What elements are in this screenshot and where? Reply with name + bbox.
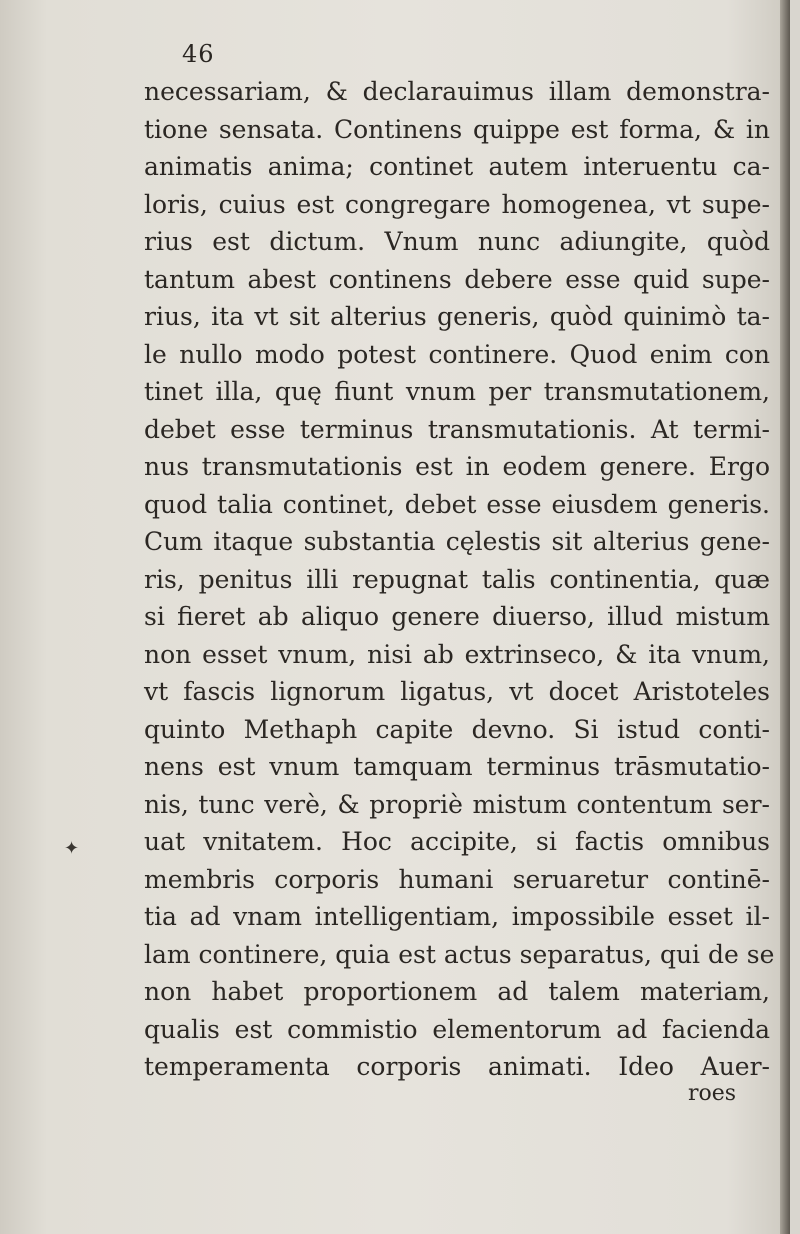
text-line: tantum abest continens debere esse quid supe-	[144, 264, 770, 294]
text-line: debet esse terminus transmutationis. At termi-	[144, 414, 770, 444]
text-line: ris, penitus illi repugnat talis continentia, quæ	[144, 564, 770, 594]
text-line: quinto Methaph capite devno. Si istud conti-	[144, 714, 770, 744]
text-line: nens est vnum tamquam terminus trāsmutatio-	[144, 752, 770, 781]
text-line: necessariam, & declarauimus illam demonstra-	[144, 77, 770, 106]
text-line: temperamenta corporis animati. Ideo Auer-	[144, 1052, 770, 1081]
text-line: tinet illa, quę fiunt vnum per transmutationem,	[144, 377, 770, 406]
text-block	[144, 73, 775, 1086]
text-line: non habet proportionem ad talem materiam,	[144, 977, 770, 1006]
text-line: rius est dictum. Vnum nunc adiungite, quòd	[144, 227, 770, 256]
page-edge-shadow	[780, 0, 790, 1234]
text-line: loris, cuius est congregare homogenea, vt supe-	[144, 189, 770, 219]
ink-blot-mark: ✦	[64, 838, 80, 859]
page-number: 46	[182, 40, 215, 68]
text-line: tione sensata. Continens quippe est forma, & in	[144, 114, 770, 144]
text-line: vt fascis lignorum ligatus, vt docet Aristoteles	[144, 677, 770, 706]
text-line: Cum itaque substantia cęlestis sit alterius gene-	[144, 527, 770, 556]
text-line: tia ad vnam intelligentiam, impossibile esset il-	[144, 902, 770, 931]
text-line: rius, ita vt sit alterius generis, quòd quinimò ta-	[144, 302, 770, 331]
text-line: membris corporis humani seruaretur continē-	[144, 864, 770, 894]
text-line: quod talia continet, debet esse eiusdem generis.	[144, 489, 770, 519]
catchword: roes	[688, 1081, 737, 1106]
text-line: animatis anima; continet autem interuentu ca-	[144, 152, 770, 181]
text-line: nus transmutationis est in eodem genere. Ergo	[144, 452, 770, 481]
text-line: uat vnitatem. Hoc accipite, si factis omnibus	[144, 827, 770, 856]
text-line: le nullo modo potest continere. Quod enim con	[144, 339, 770, 369]
text-line: nis, tunc verè, & propriè mistum contentum ser-	[144, 789, 770, 819]
text-line: non esset vnum, nisi ab extrinseco, & ita vnum,	[144, 639, 770, 669]
text-line: lam continere, quia est actus separatus, qui de se	[144, 939, 775, 969]
text-line: qualis est commistio elementorum ad facienda	[144, 1014, 770, 1044]
text-line: si fieret ab aliquo genere diuerso, illud mistum	[144, 602, 770, 631]
